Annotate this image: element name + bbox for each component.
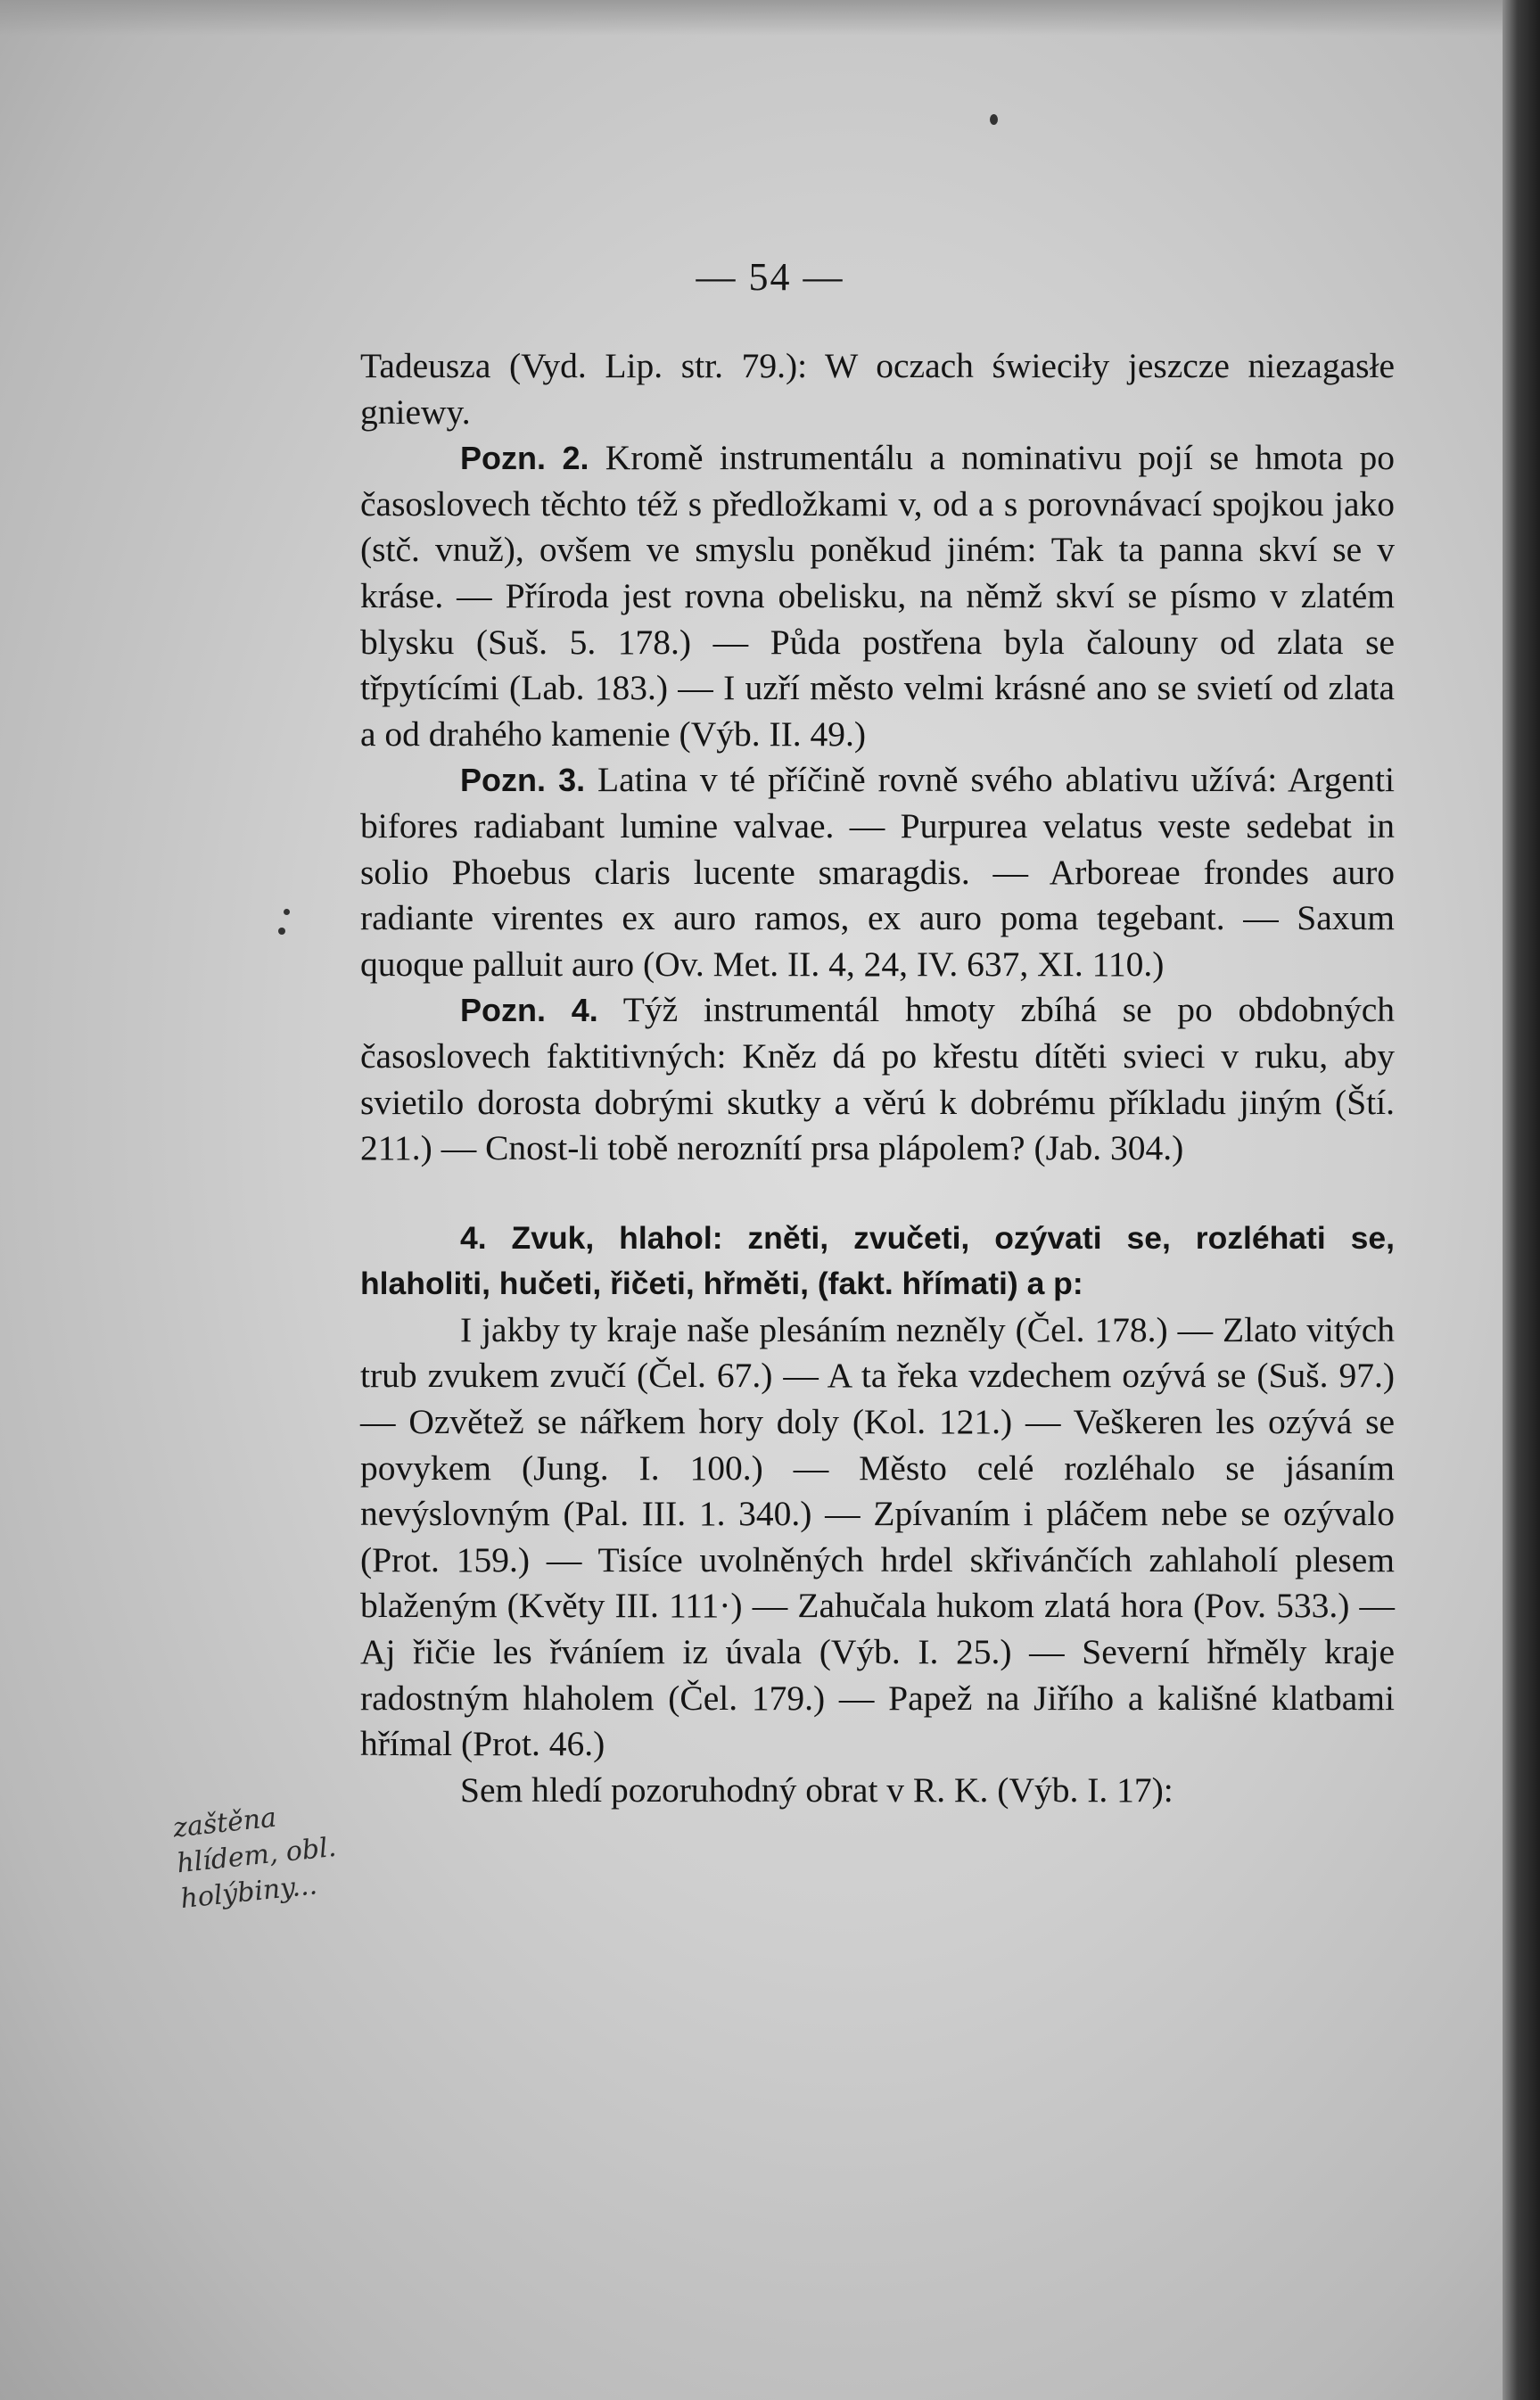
note-paragraph-4 — [360, 987, 1395, 1171]
note-label: Pozn. 4. — [460, 992, 598, 1029]
note-text: Latina v té příčině rovně svého ablativu užívá: Argenti bifores radiabant lumine valvae. — Purpurea velatus veste sedebat in solio Phoebus claris lucente smaragdis. — Arboreae frondes auro radiante virentes ex auro ramos, ex auro poma tegebant. — Saxum quoque palluit auro (Ov. Met. II. 4, 24, IV. 637, XI. 110.) — [360, 760, 1395, 984]
section-closing: Sem hledí pozoruhodný obrat v R. K. (Výb. I. 17): — [460, 1769, 1174, 1810]
page-number: — 54 — — [696, 255, 844, 299]
note-paragraph-3 — [360, 757, 1395, 987]
ink-speck — [278, 928, 285, 935]
handwritten-margin-note: zaštěna hlídem, obl. holýbiny... — [171, 1802, 338, 1916]
paragraph-continuation — [360, 343, 1395, 435]
paragraph-text: Tadeusza (Vyd. Lip. str. 79.): W oczach świeciły jeszcze niezagasłe gniewy. — [360, 346, 1395, 432]
page-shadow-top — [0, 0, 1540, 36]
page-edge-right — [1503, 0, 1540, 2400]
section-body: I jakby ty kraje naše plesáním nezněly (Čel. 178.) — Zlato vitých trub zvukem zvučí (Čel. 67.) — A ta řeka vzdechem ozývá se (Suš. 97.) — Ozvětež se nářkem hory doly (Kol. 121.) — Veškeren les ozývá se povykem (Jung. I. 100.) — Město celé rozléhalo se jásaním nevýslovným (Pal. III. 1. 340.) — Zpívaním i pláčem nebe se ozývalo (Prot. 159.) — Tisíce uvolněných hrdel skřivánčích zahlaholí plesem blaženým (Květy III. 111·) — Zahučala hukom zlatá hora (Pov. 533.) — Aj řičie les řváníem iz úvala (Výb. I. 25.) — Severní hřměly kraje radostným hlaholem (Čel. 179.) — Papež na Jiřího a kališné klatbami hřímal (Prot. 46.) — [360, 1309, 1395, 1764]
ink-speck — [284, 909, 290, 915]
note-text: Týž instrumentál hmoty zbíhá se po obdobných časoslovech faktitivných: Kněz dá po křestu dítěti svieci v ruku, aby svietilo dorosta dobrými skutky a věrú k dobrému příkladu jiným (Ští. 211.) — Cnost-li tobě neroznítí prsa plápolem? (Jab. 304.) — [360, 990, 1395, 1168]
text-block — [360, 343, 1395, 1813]
note-label: Pozn. 3. — [460, 762, 586, 799]
section-heading: 4. Zvuk, hlahol: zněti, zvučeti, ozývati se, rozléhati se, hlaholiti, hučeti, řičeti, hřměti, (fakt. hřímati) a p: — [360, 1219, 1395, 1302]
note-paragraph-2 — [360, 435, 1395, 757]
note-text: Kromě instrumentálu a nominativu pojí se hmota po časoslovech těchto též s předložkami v, od a s porovnávací spojkou jako (stč. vnuž), ovšem ve smyslu poněkud jiném: Tak ta panna skví se v kráse. — Příroda jest rovna obelisku, na němž skví se písmo v zlatém blysku (Suš. 5. 178.) — Půda postřena byla čalouny od zlata se třpytícími (Lab. 183.) — I uzří město velmi krásné ano se svietí od zlata a od drahého kamenie (Výb. II. 49.) — [360, 438, 1395, 754]
ink-speck — [990, 114, 998, 125]
note-label: Pozn. 2. — [460, 440, 589, 477]
